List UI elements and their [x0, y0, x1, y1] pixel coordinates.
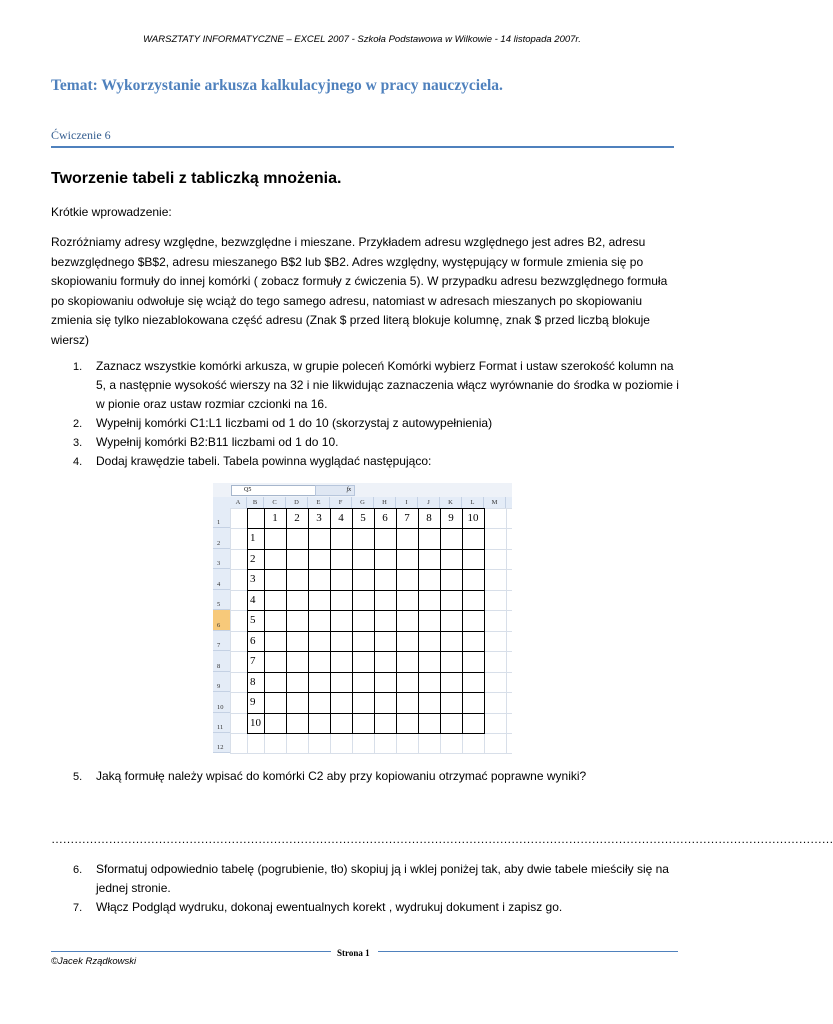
intro-paragraph: Rozróżniamy adresy względne, bezwzględne i mieszane. Przykładem adresu względnego jest adres B2, adresu bezwzględnego $B$2, adresu mieszanego B$2 lub $B2. Adres względny, występujący w formule zmienia się po skopiowaniu formuły do innej komórki ( zobacz formuły z ćwiczenia 5). W przypadku adresu bezwzględnego formuła po skopiowaniu odwołuje się wciąż do tego samego adresu, natomiast w adresach mieszanych po skopiowaniu zmienia się tylko niezablokowana część adresu (Znak $ przed literą blokuje kolumnę, znak $ przed liczbą blokuje wiersz) [51, 235, 668, 347]
table-border [440, 508, 441, 734]
formula-bar [213, 483, 512, 498]
table-border [247, 569, 485, 570]
page-header: WARSZTATY INFORMATYCZNE – EXCEL 2007 - Szkoła Podstawowa w Wilkowie - 14 listopada 2007r. [143, 34, 581, 45]
table-border [247, 631, 485, 632]
table-border [462, 508, 463, 734]
cell-header-value: 1 [272, 512, 278, 524]
table-border [247, 651, 485, 652]
step-item: 4. Dodaj krawędzie tabeli. Tabela powinna wyglądać następująco: [73, 454, 432, 468]
column-header: E [308, 497, 330, 508]
row-header: 1 [213, 508, 230, 528]
steps-list-3 [51, 860, 681, 917]
table-border [308, 508, 309, 734]
cell-header-value: 5 [360, 512, 366, 524]
cell-header-value: 8 [426, 512, 432, 524]
cell-header-value: 3 [316, 512, 322, 524]
step-item: 5. Jaką formułę należy wpisać do komórki C2 aby przy kopiowaniu otrzymać poprawne wyniki? [73, 769, 587, 783]
row-header: 11 [213, 713, 230, 733]
cell-row-value: 10 [250, 717, 261, 729]
column-header: C [264, 497, 286, 508]
table-border [247, 672, 485, 673]
table-border [418, 508, 419, 734]
cell-header-value: 4 [338, 512, 344, 524]
column-header: K [440, 497, 462, 508]
spreadsheet-screenshot [213, 483, 512, 753]
exercise-title: Tworzenie tabeli z tabliczką mnożenia. [51, 170, 342, 187]
answer-line: …………………………………………………………………………………………………………………………………………………………………………………… [51, 832, 833, 846]
step-item: 2. Wypełnij komórki C1:L1 liczbami od 1 do 10 (skorzystaj z autowypełnienia) [73, 416, 493, 430]
step-item: 6. Sformatuj odpowiednio tabelę (pogrubienie, tło) skopiuj ją i wklej poniżej tak, aby dwie tabele mieściły się na jednej stronie. [73, 862, 669, 895]
column-header: L [462, 497, 484, 508]
row-header: 5 [213, 590, 230, 610]
cell-row-value: 6 [250, 635, 256, 647]
column-header: F [330, 497, 352, 508]
step-item: 7. Włącz Podgląd wydruku, dokonaj ewentualnych korekt , wydrukuj dokument i zapisz go. [73, 900, 563, 914]
table-border [286, 508, 287, 734]
column-header: D [286, 497, 308, 508]
cell-row-value: 5 [250, 614, 256, 626]
exercise-label: Ćwiczenie 6 [51, 128, 111, 142]
name-box: Q5 [231, 485, 323, 496]
topic-heading: Temat: Wykorzystanie arkusza kalkulacyjnego w pracy nauczyciela. [51, 77, 503, 94]
table-border [247, 590, 485, 591]
fx-icon: fx [315, 485, 355, 496]
cell-row-value: 2 [250, 553, 256, 565]
table-border [247, 549, 485, 550]
intro-label: Krótkie wprowadzenie: [51, 205, 172, 219]
row-header: 2 [213, 528, 230, 549]
cell-row-value: 9 [250, 696, 256, 708]
table-border [374, 508, 375, 734]
row-header: 12 [213, 733, 230, 753]
table-border [396, 508, 397, 734]
cell-header-value: 6 [382, 512, 388, 524]
column-header: J [418, 497, 440, 508]
gridline [230, 753, 512, 754]
cell-header-value: 9 [448, 512, 454, 524]
row-header: 7 [213, 631, 230, 651]
exercise-divider [51, 146, 674, 148]
column-header: M [484, 497, 506, 508]
table-border [352, 508, 353, 734]
footer-divider-right [378, 951, 678, 952]
steps-list-2 [51, 767, 681, 786]
cell-row-value: 1 [250, 532, 256, 544]
table-border [330, 508, 331, 734]
table-border [247, 610, 485, 611]
cell-header-value: 2 [294, 512, 300, 524]
step-item: 3. Wypełnij komórki B2:B11 liczbami od 1 do 10. [73, 435, 339, 449]
cell-row-value: 8 [250, 676, 256, 688]
row-header: 8 [213, 651, 230, 672]
footer-divider-left [51, 951, 331, 952]
row-header: 3 [213, 549, 230, 569]
cell-header-value: 10 [467, 512, 479, 524]
page-number: Strona 1 [337, 948, 370, 958]
cell-row-value: 7 [250, 655, 256, 667]
cell-row-value: 3 [250, 573, 256, 585]
table-border [247, 692, 485, 693]
column-header: B [247, 497, 264, 508]
footer-author: ©Jacek Rządkowski [51, 956, 137, 967]
row-header: 9 [213, 672, 230, 692]
row-header: 4 [213, 569, 230, 590]
steps-list-1 [51, 357, 681, 471]
column-header: A [230, 497, 247, 508]
table-border [247, 713, 485, 714]
column-header: G [352, 497, 374, 508]
step-item: 1. Zaznacz wszystkie komórki arkusza, w grupie poleceń Komórki wybierz Format i ustaw szerokość kolumn na 5, a następnie wysokość wierszy na 32 i nie likwidując zaznaczenia włącz wyrównanie do środka w poziomie i w pionie oraz ustaw rozmiar czcionki na 16. [73, 359, 679, 411]
table-border [247, 733, 485, 734]
table-border [247, 528, 485, 529]
column-header: I [396, 497, 418, 508]
column-header: H [374, 497, 396, 508]
row-headers [213, 508, 231, 753]
table-border [484, 508, 485, 734]
row-header: 10 [213, 692, 230, 713]
cell-header-value: 7 [404, 512, 410, 524]
cell-row-value: 4 [250, 594, 256, 606]
row-header: 6 [213, 610, 230, 631]
